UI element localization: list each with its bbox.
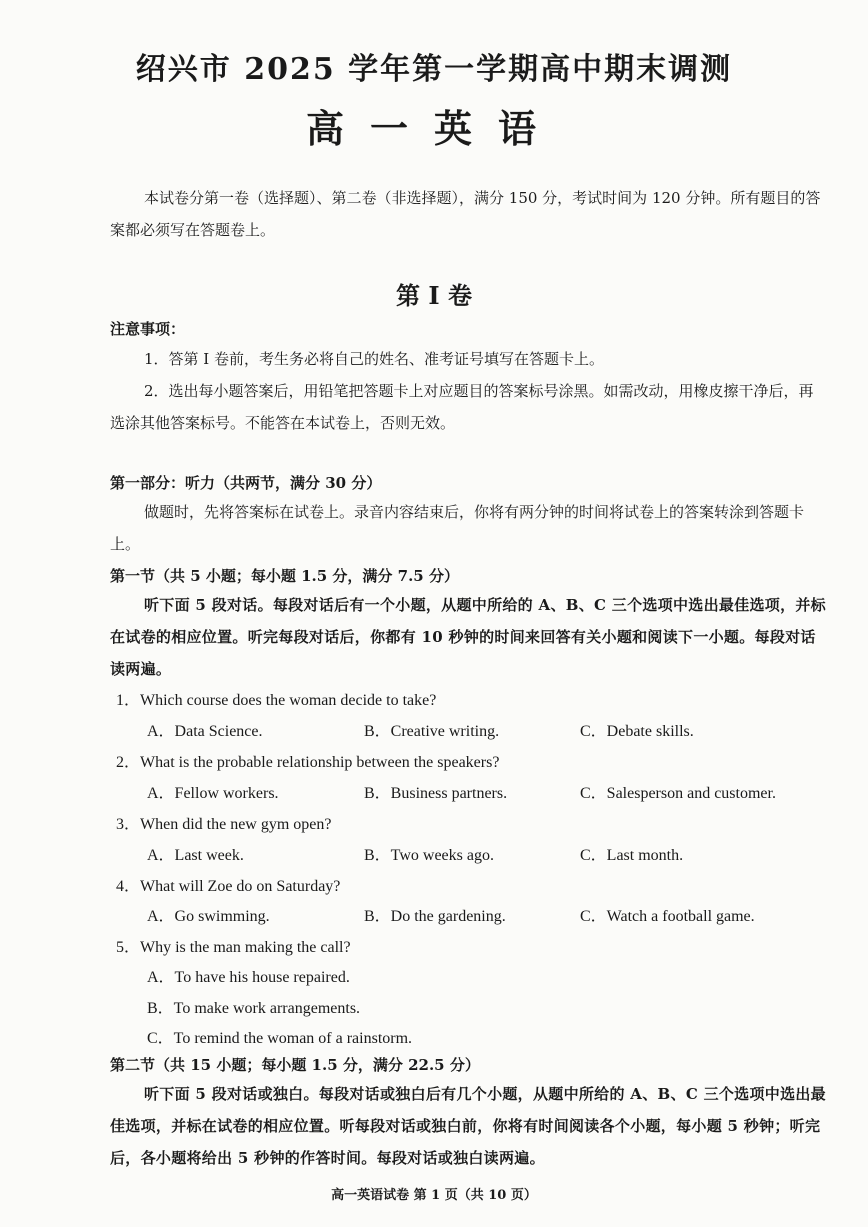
- question-5-stem: 5．Why is the man making the call?: [116, 939, 351, 956]
- question-5-option-b: B．To make work arrangements.: [147, 1000, 361, 1017]
- question-4-option-b: B．Do the gardening.: [364, 908, 506, 925]
- note-item-2: 2．选出每小题答案后，用铅笔把答题卡上对应题目的答案标号涂黑。如需改动，用橡皮擦干净后，再选涂其他答案标号。不能答在本试卷上，否则无效。: [110, 382, 814, 432]
- notes-heading: 注意事项：: [110, 320, 186, 338]
- page-footer: 高一英语试卷 第 1 页（共 10 页）: [331, 1188, 537, 1203]
- volume-title: 第 I 卷: [396, 281, 472, 310]
- exam-title: 绍兴市 2025 学年第一学期高中期末调测: [135, 52, 733, 87]
- section2-heading: 第二节（共 15 小题；每小题 1.5 分，满分 22.5 分）: [110, 1056, 480, 1074]
- question-1-option-c: C．Debate skills.: [580, 723, 694, 740]
- question-2-option-c: C．Salesperson and customer.: [580, 785, 776, 802]
- section1-heading: 第一节（共 5 小题；每小题 1.5 分，满分 7.5 分）: [110, 567, 459, 585]
- part1-heading: 第一部分：听力（共两节，满分 30 分）: [110, 474, 382, 492]
- question-1-option-a: A．Data Science.: [147, 723, 263, 740]
- part1-instructions: 做题时，先将答案标在试卷上。录音内容结束后，你将有两分钟的时间将试卷上的答案转涂到答题卡上。: [110, 503, 805, 553]
- question-5-option-c: C．To remind the woman of a rainstorm.: [147, 1030, 413, 1047]
- question-4-option-a: A．Go swimming.: [147, 908, 270, 925]
- question-2-stem: 2．What is the probable relationship between the speakers?: [116, 754, 500, 771]
- question-3-option-b: B．Two weeks ago.: [364, 847, 494, 864]
- question-3-option-c: C．Last month.: [580, 847, 684, 864]
- question-3-option-a: A．Last week.: [147, 847, 244, 864]
- question-1-stem: 1．Which course does the woman decide to take?: [116, 692, 437, 709]
- section1-instructions: 听下面 5 段对话。每段对话后有一个小题，从题中所给的 A、B、C 三个选项中选出最佳选项，并标在试卷的相应位置。听完每段对话后，你都有 10 秒钟的时间来回答有关小题和阅读下一小题。每段对话读两遍。: [110, 596, 826, 678]
- question-5-option-a: A．To have his house repaired.: [147, 969, 350, 986]
- question-2-option-a: A．Fellow workers.: [147, 785, 279, 802]
- question-3-stem: 3．When did the new gym open?: [116, 816, 332, 833]
- question-2-option-b: B．Business partners.: [364, 785, 508, 802]
- question-1-option-b: B．Creative writing.: [364, 723, 500, 740]
- exam-intro: 本试卷分第一卷（选择题）、第二卷（非选择题），满分 150 分，考试时间为 120 分钟。所有题目的答案都必须写在答题卷上。: [110, 189, 821, 239]
- question-4-stem: 4．What will Zoe do on Saturday?: [116, 878, 341, 895]
- note-item-1: 1．答第 I 卷前，考生务必将自己的姓名、准考证号填写在答题卡上。: [144, 350, 605, 368]
- exam-subject: 高一英语: [305, 106, 562, 151]
- section2-instructions: 听下面 5 段对话或独白。每段对话或独白后有几个小题，从题中所给的 A、B、C 三个选项中选出最佳选项，并标在试卷的相应位置。听每段对话或独白前，你将有时间阅读各个小题，每小题 5 秒钟；听完后，各小题将给出 5 秒钟的作答时间。每段对话或独白读两遍。: [110, 1085, 826, 1167]
- question-4-option-c: C．Watch a football game.: [580, 908, 755, 925]
